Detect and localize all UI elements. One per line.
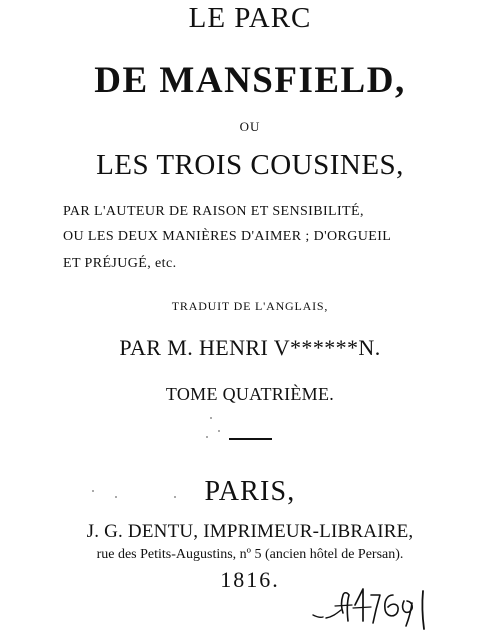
- paper-speck: [218, 430, 220, 432]
- imprint-address: rue des Petits-Augustins, nº 5 (ancien hôtel de Persan).: [96, 547, 404, 562]
- translator-name: PAR M. HENRI V******N.: [119, 335, 381, 360]
- imprint-city: PARIS,: [204, 476, 296, 507]
- title-line-de-mansfield: DE MANSFIELD,: [94, 60, 406, 101]
- translation-note: TRADUIT DE L'ANGLAIS,: [171, 299, 329, 313]
- author-attribution-line-2: OU LES DEUX MANIÈRES D'AIMER ; D'ORGUEIL: [63, 229, 392, 244]
- imprint-printer: J. G. DENTU, IMPRIMEUR-LIBRAIRE,: [86, 521, 414, 542]
- title-connector-ou: OU: [239, 119, 261, 134]
- library-shelfmark-handwriting: [305, 587, 433, 633]
- paper-speck: [92, 490, 94, 492]
- paper-speck: [206, 436, 208, 438]
- subtitle-les-trois-cousines: LES TROIS COUSINES,: [96, 149, 404, 181]
- horizontal-rule: [229, 438, 272, 440]
- title-line-le-parc: LE PARC: [188, 2, 312, 34]
- author-attribution-line-1: PAR L'AUTEUR DE RAISON ET SENSIBILITÉ,: [63, 204, 364, 219]
- paper-speck: [174, 496, 176, 498]
- volume-label: TOME QUATRIÈME.: [165, 384, 335, 404]
- imprint-year: 1816.: [220, 567, 280, 592]
- author-attribution-line-3: ET PRÉJUGÉ, etc.: [63, 256, 177, 271]
- paper-speck: [210, 417, 212, 419]
- paper-speck: [115, 496, 117, 498]
